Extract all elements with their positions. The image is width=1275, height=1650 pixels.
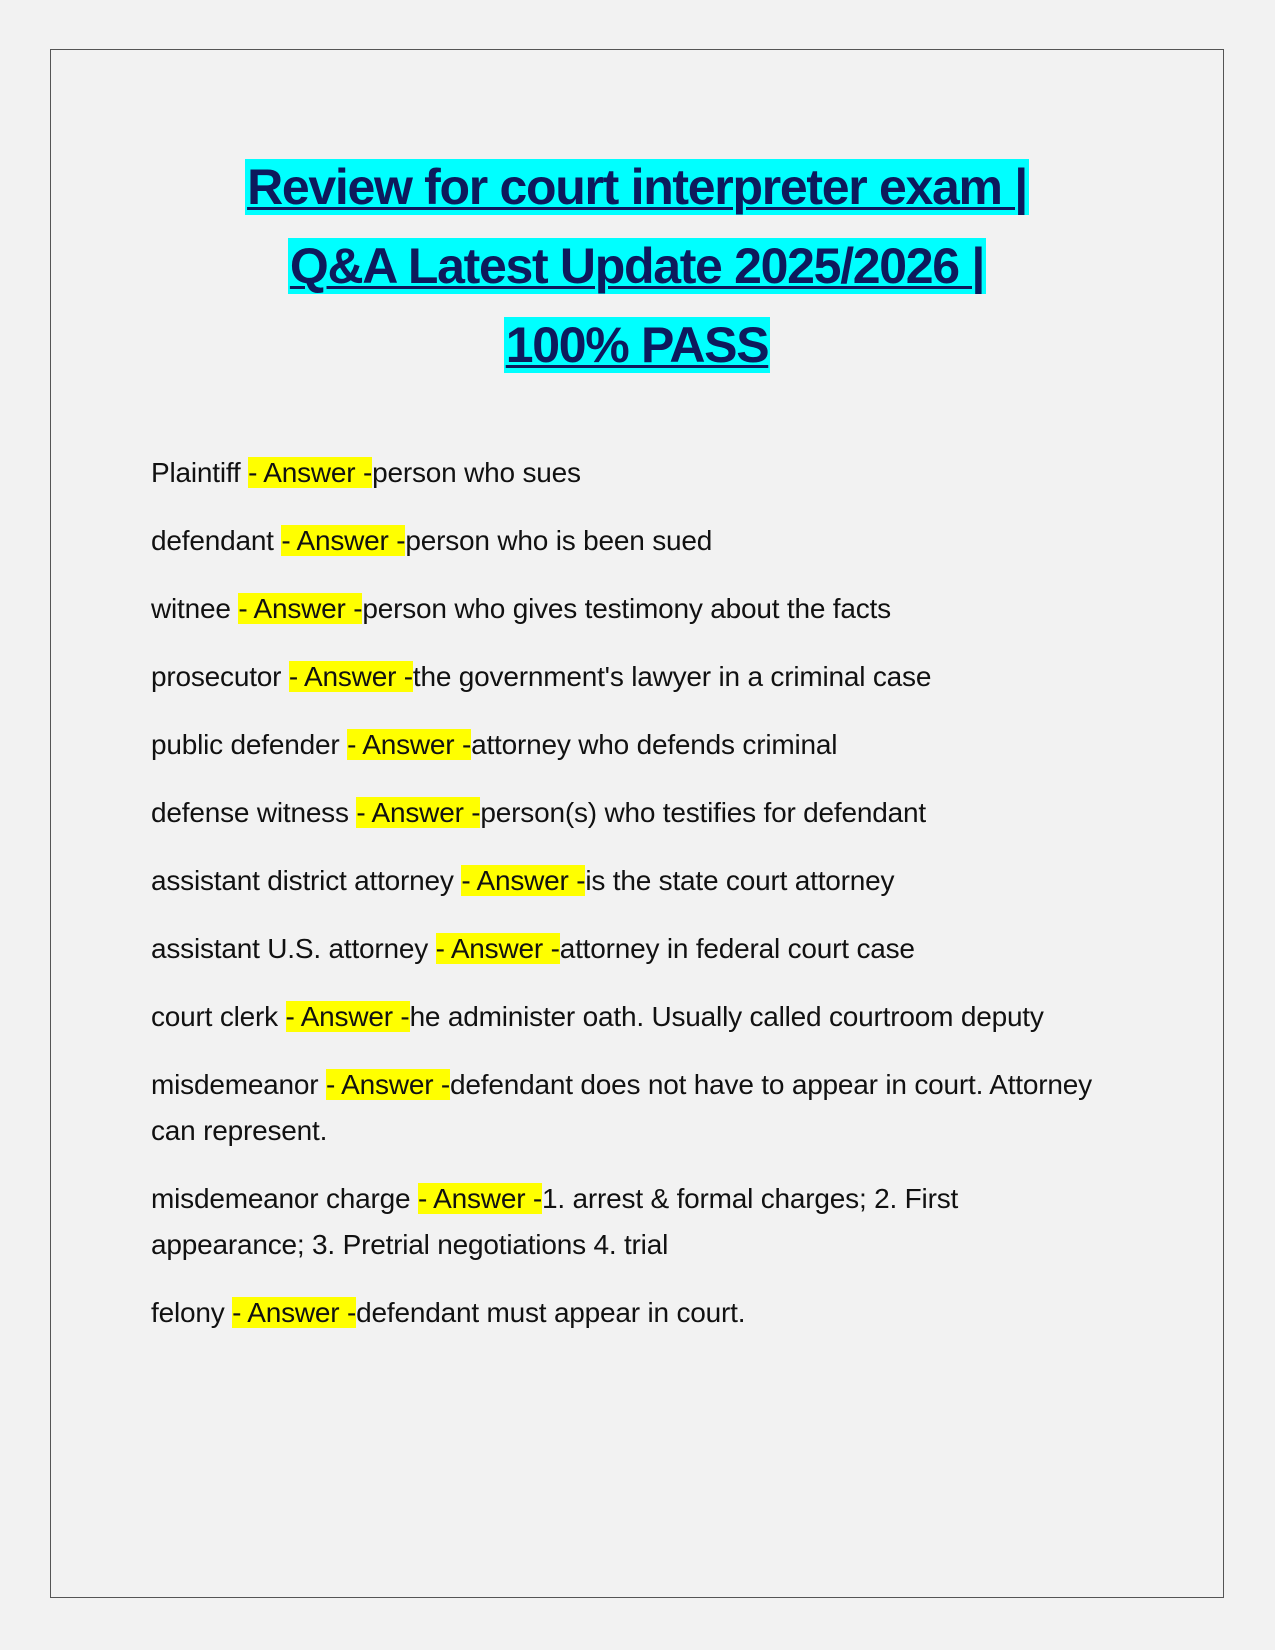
qa-definition: person who is been sued (405, 525, 713, 556)
qa-definition: is the state court attorney (585, 865, 895, 896)
answer-separator: - Answer - (356, 797, 481, 828)
qa-term: witnee (151, 593, 239, 624)
qa-term: defense witness (151, 797, 357, 828)
answer-separator: - Answer - (285, 1001, 410, 1032)
qa-definition: person who sues (372, 457, 581, 488)
answer-separator: - Answer - (461, 865, 586, 896)
title-line-1: Review for court interpreter exam | (247, 159, 1027, 215)
qa-term: assistant district attorney (151, 865, 462, 896)
qa-definition: attorney who defends criminal (471, 729, 838, 760)
qa-definition: 1. arrest & formal charges; 2. First appearance; 3. Pretrial negotiations 4. trial (151, 1183, 959, 1260)
qa-item (151, 586, 1101, 632)
qa-item (151, 1176, 1101, 1268)
answer-separator: - Answer - (281, 525, 406, 556)
answer-separator: - Answer - (232, 1297, 357, 1328)
qa-item (151, 994, 1101, 1040)
qa-item (151, 450, 1101, 496)
qa-definition: person who gives testimony about the facts (362, 593, 891, 624)
qa-item (151, 926, 1101, 972)
qa-definition: person(s) who testifies for defendant (480, 797, 926, 828)
title-line-2: Q&A Latest Update 2025/2026 | (289, 238, 985, 294)
qa-term: misdemeanor (151, 1069, 327, 1100)
qa-item (151, 1062, 1101, 1154)
qa-definition: defendant does not have to appear in court. Attorney can represent. (151, 1069, 1092, 1146)
document-title (50, 148, 1224, 385)
qa-item (151, 654, 1101, 700)
qa-definition: he administer oath. Usually called courtroom deputy (409, 1001, 1044, 1032)
qa-item (151, 858, 1101, 904)
qa-term: public defender (151, 729, 348, 760)
qa-definition: the government's lawyer in a criminal case (412, 661, 932, 692)
qa-term: court clerk (151, 1001, 286, 1032)
qa-item (151, 518, 1101, 564)
qa-term: prosecutor (151, 661, 289, 692)
qa-item (151, 790, 1101, 836)
qa-definition: attorney in federal court case (559, 933, 915, 964)
answer-separator: - Answer - (238, 593, 363, 624)
answer-separator: - Answer - (326, 1069, 451, 1100)
answer-separator: - Answer - (248, 457, 373, 488)
title-line-3: 100% PASS (505, 317, 769, 373)
qa-term: misdemeanor charge (151, 1183, 418, 1214)
qa-term: defendant (151, 525, 282, 556)
qa-item (151, 722, 1101, 768)
qa-list (151, 450, 1101, 1358)
qa-item (151, 1290, 1101, 1336)
qa-term: assistant U.S. attorney (151, 933, 436, 964)
qa-term: felony (151, 1297, 233, 1328)
answer-separator: - Answer - (435, 933, 560, 964)
answer-separator: - Answer - (347, 729, 472, 760)
answer-separator: - Answer - (288, 661, 413, 692)
answer-separator: - Answer - (418, 1183, 543, 1214)
qa-definition: defendant must appear in court. (356, 1297, 746, 1328)
qa-term: Plaintiff (151, 457, 249, 488)
